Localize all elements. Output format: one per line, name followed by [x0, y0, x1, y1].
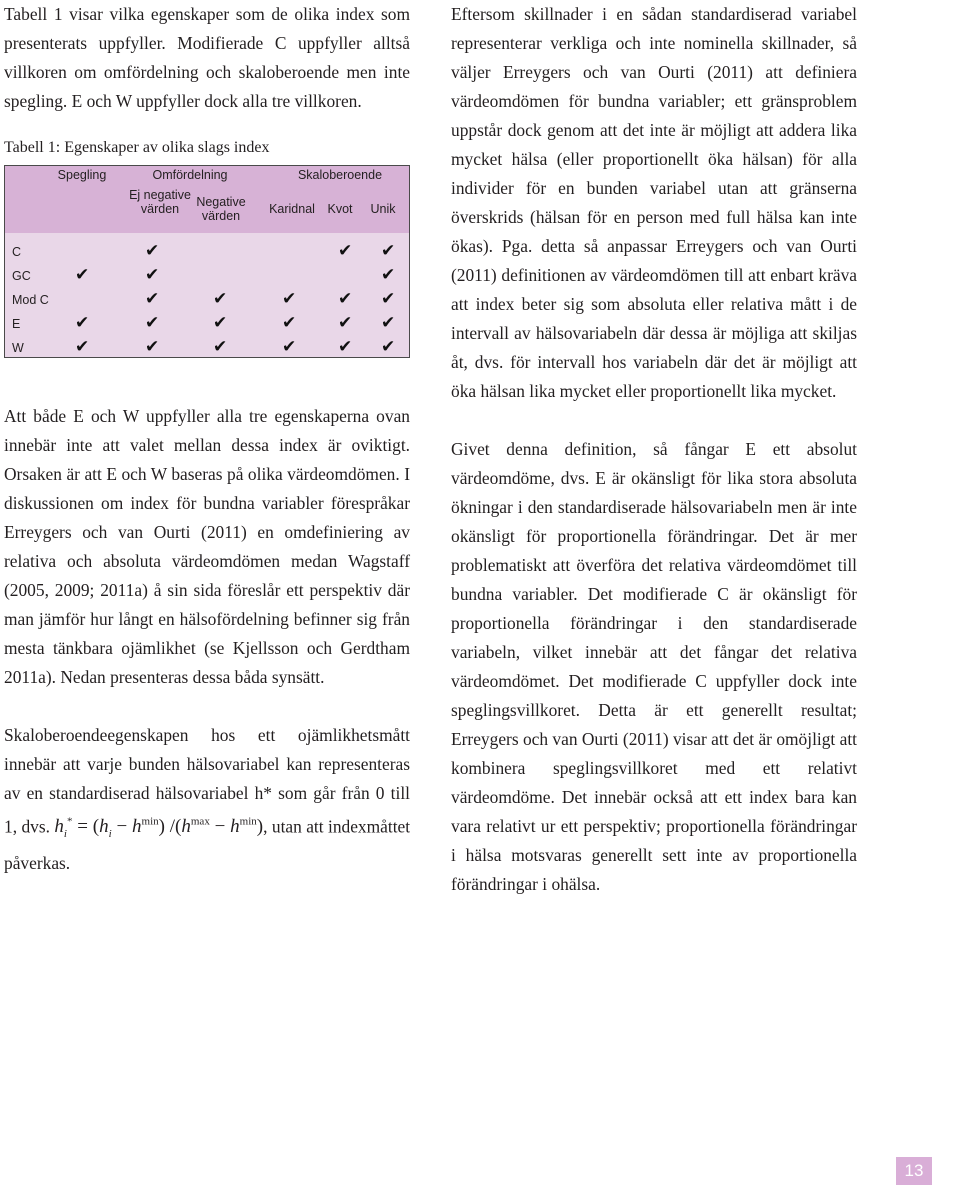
properties-table: [4, 165, 410, 358]
check-icon: ✔: [381, 313, 396, 333]
intro-paragraph: Tabell 1 visar vilka egenskaper som de olika index som presenterats uppfyller. Modifierade C uppfyller alltså villkoren om omfördelning och skaloberoende men inte spegling. E och W uppfyller dock alla tre villkoren.: [4, 4, 410, 111]
standardization-formula: $h_i^* = (h_i - h^{min}) /(h^{max} - h^{min})$: [54, 816, 264, 841]
header-ej-negative: Ej negative värden: [129, 188, 191, 216]
paragraph-skaloberoende-end: , utan att indexmåttet påverkas.: [4, 816, 411, 874]
check-icon: ✔: [145, 337, 160, 357]
left-column: [4, 0, 410, 878]
check-icon: ✔: [338, 337, 353, 357]
check-icon: ✔: [75, 265, 90, 285]
check-icon: ✔: [213, 313, 228, 333]
check-icon: ✔: [338, 289, 353, 309]
check-icon: ✔: [338, 241, 353, 261]
row-label-e: E: [12, 317, 21, 331]
paragraph-skaloberoende-text: Skaloberoendeegenskapen hos ett ojämlikhetsmått innebär att varje bunden hälsovariabel kan representeras av en standardiserad hälsovariabel h* som går från 0 till 1,: [4, 725, 410, 837]
row-label-w: W: [12, 341, 24, 355]
check-icon: ✔: [145, 241, 160, 261]
check-icon: ✔: [282, 337, 297, 357]
paragraph-e-w: Att både E och W uppfyller alla tre egenskaperna ovan innebär inte att valet mellan dessa index är oviktigt. Orsaken är att E och W baseras på olika värdeomdömen. I diskussionen om index för bundna variabler förespråkar Erreygers och van Ourti (2011) en omdefiniering av relativa och absoluta värdeomdömen medan Wagstaff (2005, 2009; 2011a) å sin sida föreslår ett perspektiv där man jämför hur långt en hälsofördelning befinner sig från mesta tänkbara ojämlikhet (se Kjellsson och Gerdtham 2011a). Nedan presenteras dessa båda synsätt.: [4, 406, 410, 687]
header-omfordelning: Omfördelning: [152, 168, 228, 182]
check-icon: ✔: [381, 241, 396, 261]
row-label-c: C: [12, 245, 22, 259]
dvs-label: dvs.: [21, 816, 50, 837]
table-caption: Tabell 1: Egenskaper av olika slags index: [4, 139, 270, 156]
check-icon: ✔: [145, 289, 160, 309]
right-column: [451, 0, 857, 899]
check-icon: ✔: [145, 313, 160, 333]
check-icon: ✔: [381, 337, 396, 357]
check-icon: ✔: [213, 337, 228, 357]
header-spegling: Spegling: [57, 168, 107, 182]
check-icon: ✔: [282, 313, 297, 333]
check-icon: ✔: [381, 289, 396, 309]
row-label-mod-c: Mod C: [12, 293, 49, 307]
header-kvot: Kvot: [327, 202, 353, 216]
header-negative: Negative värden: [196, 195, 246, 223]
header-unik: Unik: [370, 202, 396, 216]
check-icon: ✔: [338, 313, 353, 333]
page-number: 13: [896, 1157, 932, 1185]
paragraph-skaloberoende: [4, 721, 410, 878]
header-karidnal: Karidnal: [269, 202, 315, 216]
check-icon: ✔: [381, 265, 396, 285]
check-icon: ✔: [282, 289, 297, 309]
check-icon: ✔: [75, 337, 90, 357]
paragraph-standardiserad: Eftersom skillnader i en sådan standardiserad variabel representerar verkliga och inte nominella skillnader, så väljer Erreygers och van Ourti (2011) att definiera värdeomdömen för bundna variabler; ett gränsproblem uppstår dock genom att det inte är möjligt att addera lika mycket hälsa (eller proportionellt öka hälsan) för alla individer för en bunden variabel utan att gränserna överskrids (hälsan för en person med full hälsa kan inte ökas). Pga. detta så anpassar Erreygers och van Ourti (2011) definitionen av värdeomdömen till att enbart kräva att index beter sig som absoluta eller relativa mått i de intervall av hälsovariabeln där dessa är möjliga att skiljas åt, dvs. för intervall hos variabeln där det är möjligt att öka hälsan lika mycket eller proportionellt lika mycket.: [451, 4, 857, 401]
check-icon: ✔: [145, 265, 160, 285]
row-label-gc: GC: [12, 269, 31, 283]
paragraph-definition: Givet denna definition, så fångar E ett absolut värdeomdöme, dvs. E är okänsligt för lika stora absoluta ökningar i den standardiserade hälsovariabeln men är inte okänsligt för proportionella förändringar. Det är mer problematiskt att överföra det relativa värdeomdömet till bundna variabler. Det modifierade C är okänsligt för proportionella förändringar i den standardiserade variabeln, vilket innebär att det fångar det relativa värdeomdömet. Det modifierade C uppfyller dock inte speglingsvillkoret. Detta är ett generellt resultat; Erreygers och van Ourti (2011) visar att det är omöjligt att kombinera speglingsvillkoret med ett relativt värdeomdöme. Det innebär också att ett index bara kan vara relativt ur ett perspektiv; proportionella förändringar i hälsa motsvaras generellt sett inte av proportionella förändringar i ohälsa.: [451, 439, 857, 894]
header-skaloberoende: Skaloberoende: [297, 168, 383, 182]
check-icon: ✔: [75, 313, 90, 333]
check-icon: ✔: [213, 289, 228, 309]
